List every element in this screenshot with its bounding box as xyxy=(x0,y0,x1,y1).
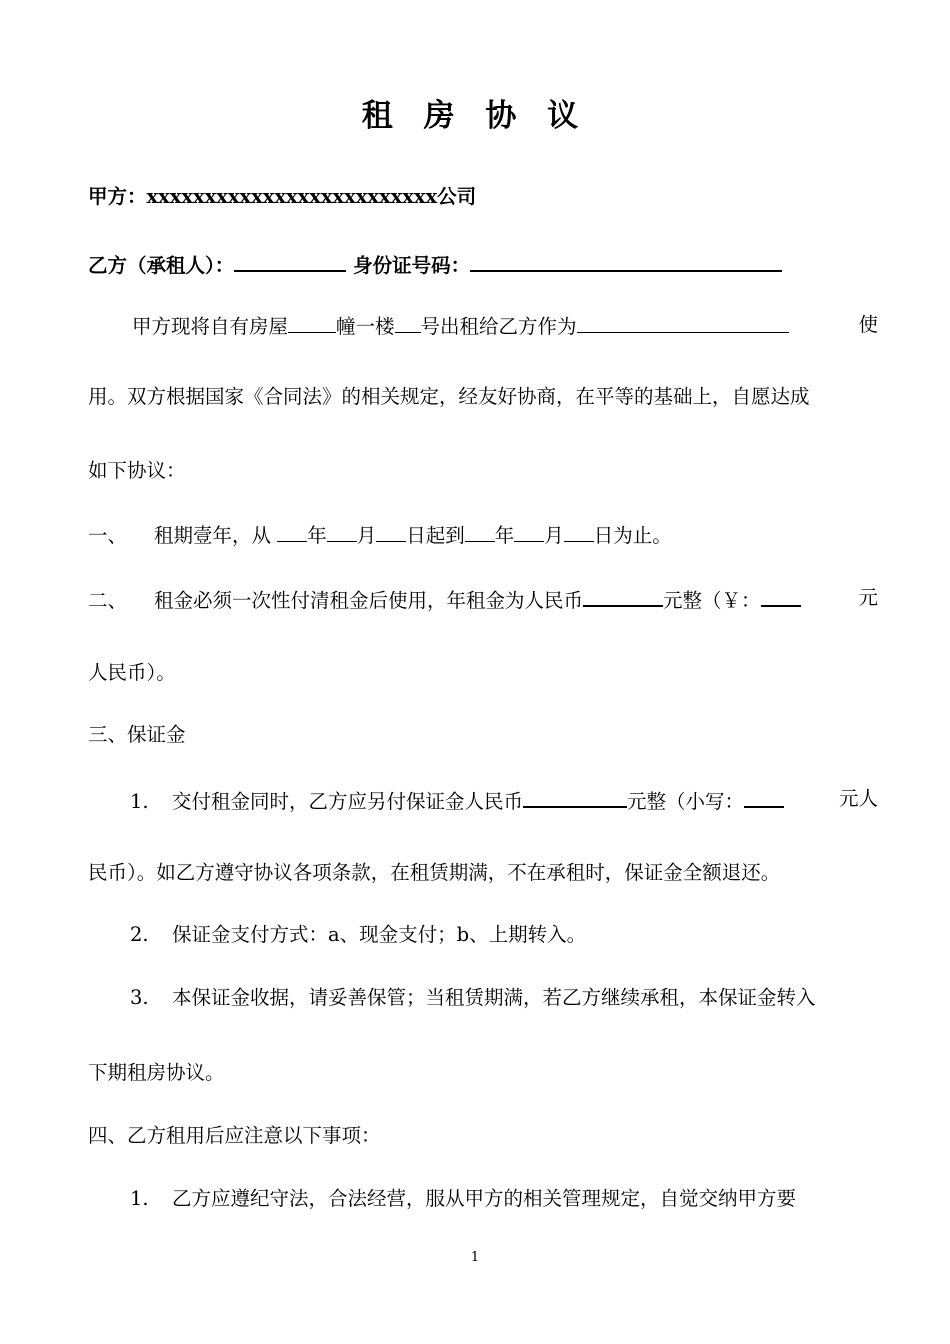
party-a-line xyxy=(88,184,878,210)
page-number: 1 xyxy=(470,1250,480,1265)
clause-1-day-1: 日起到 xyxy=(406,524,465,547)
clause-1-year-1: 年 xyxy=(307,524,327,547)
start-year-blank xyxy=(277,521,307,542)
clause-1-text-a: 租期壹年，从 xyxy=(154,524,278,547)
building-blank xyxy=(288,312,336,333)
clause-2-number: 二、 xyxy=(88,589,128,612)
party-b-id-blank xyxy=(470,250,782,272)
clause-3-item-1-line-2: 民币）。如乙方遵守协议各项条款，在租赁期满，不在承租时，保证金全额退还。 xyxy=(88,861,781,884)
clause-1-year-2: 年 xyxy=(494,524,515,547)
clause-3-item-1-text-a: 交付租金同时，乙方应另付保证金人民币 xyxy=(172,790,524,813)
party-a-label: 甲方： xyxy=(88,185,147,208)
clause-3-item-1-text-c: 元人 xyxy=(838,787,878,810)
clause-3-item-3-line-2: 下期租房协议。 xyxy=(88,1061,225,1084)
clause-1-day-2: 日为止。 xyxy=(593,524,672,547)
start-month-blank xyxy=(327,521,357,542)
clause-4-item-1 xyxy=(88,1186,878,1212)
intro-text-d: 使 xyxy=(858,313,878,336)
clause-2-text-c: 元 xyxy=(858,586,878,609)
clause-2-line-2: 人民币）。 xyxy=(88,661,176,684)
intro-text-b: 幢一楼 xyxy=(336,315,395,338)
document-title: 租 房 协 议 xyxy=(361,98,589,134)
end-month-blank xyxy=(514,521,544,542)
party-b-name-blank xyxy=(234,250,346,272)
end-year-blank xyxy=(465,521,495,542)
intro-line-3: 如下协议： xyxy=(88,459,186,482)
clause-3-item-3-text: 本保证金收据，请妥善保管；当租赁期满，若乙方继续承租，本保证金转入 xyxy=(172,986,816,1009)
end-day-blank xyxy=(564,521,594,542)
clause-4-item-1-number: 1. xyxy=(130,1187,149,1210)
party-b-label: 乙方（承租人）： xyxy=(88,254,235,277)
clause-3-item-3-number: 3. xyxy=(130,986,149,1009)
intro-line-2: 用。双方根据国家《合同法》的相关规定，经友好协商，在平等的基础上，自愿达成 xyxy=(88,385,810,408)
clause-3-item-3 xyxy=(88,985,878,1011)
intro-text-c: 号出租给乙方作为 xyxy=(420,315,577,338)
rent-amount-blank xyxy=(761,585,801,607)
clause-3-item-1-text-b: 元整（小写： xyxy=(627,790,745,813)
clause-2-text-a: 租金必须一次性付清租金后使用，年租金为人民币 xyxy=(154,589,584,612)
clause-1-month-1: 月 xyxy=(356,524,377,547)
party-b-id-label: 身份证号码： xyxy=(353,254,471,277)
clause-2 xyxy=(88,585,878,614)
clause-3-item-1-number: 1. xyxy=(130,790,149,813)
room-blank xyxy=(395,312,421,333)
clause-3-item-1 xyxy=(88,786,878,815)
clause-3-item-2-number: 2. xyxy=(130,923,149,946)
intro-text-a: 甲方现将自有房屋 xyxy=(132,315,289,338)
clause-3-heading: 三、保证金 xyxy=(88,723,186,746)
clause-1-month-2: 月 xyxy=(544,524,564,547)
annual-rent-blank xyxy=(583,585,663,607)
clause-2-text-b: 元整（￥： xyxy=(663,589,761,612)
intro-line-1 xyxy=(88,312,878,340)
start-day-blank xyxy=(376,521,406,542)
deposit-blank xyxy=(523,786,627,808)
clause-1 xyxy=(88,521,878,549)
clause-3-item-2-text: 保证金支付方式：a、现金支付；b、上期转入。 xyxy=(172,923,587,946)
party-a-suffix: 公司 xyxy=(437,185,477,208)
party-a-name: xxxxxxxxxxxxxxxxxxxxxxxxx xyxy=(146,185,438,208)
clause-4-heading: 四、乙方租用后应注意以下事项： xyxy=(88,1124,381,1147)
clause-1-number: 一、 xyxy=(88,524,128,547)
deposit-amount-blank xyxy=(744,786,784,808)
party-b-line xyxy=(88,250,878,279)
clause-3-item-2 xyxy=(88,922,878,948)
clause-4-item-1-text: 乙方应遵纪守法，合法经营，服从甲方的相关管理规定，自觉交纳甲方要 xyxy=(172,1187,797,1210)
usage-blank xyxy=(577,312,789,333)
